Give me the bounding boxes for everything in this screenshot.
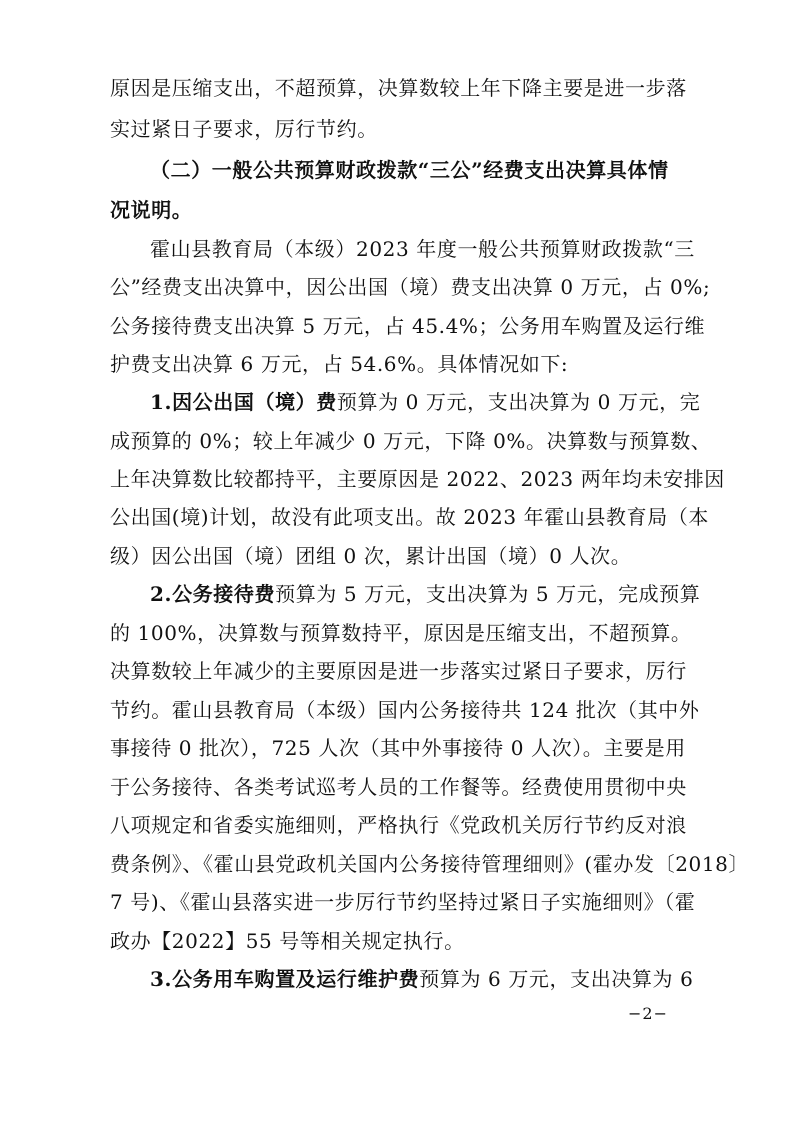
paragraph-line: 节约。霍山县教育局（本级）国内公务接待共 124 批次（其中外: [110, 698, 700, 722]
paragraph-line: 公务接待费支出决算 5 万元，占 45.4%；公务用车购置及运行维: [110, 314, 706, 338]
paragraph-line: 级）因公出国（境）团组 0 次，累计出国（境）0 人次。: [110, 544, 632, 568]
item-3-text: 预算为 6 万元，支出决算为 6: [419, 967, 694, 991]
paragraph-line: 的 100%，决算数与预算数持平，原因是压缩支出，不超预算。: [110, 621, 692, 645]
paragraph-line: 原因是压缩支出，不超预算，决算数较上年下降主要是进一步落: [110, 76, 687, 100]
item-2-title: 2.公务接待费: [150, 582, 276, 606]
paragraph-line: 上年决算数比较都持平，主要原因是 2022、2023 两年均未安排因: [110, 467, 725, 491]
paragraph-line: 公”经费支出决算中，因公出国（境）费支出决算 0 万元，占 0%;: [110, 275, 711, 299]
paragraph-line: 护费支出决算 6 万元，占 54.6%。具体情况如下:: [110, 352, 569, 376]
paragraph-line: 事接待 0 批次），725 人次（其中外事接待 0 人次）。主要是用: [110, 736, 686, 760]
item-1-text: 预算为 0 万元，支出决算为 0 万元，完: [336, 390, 701, 414]
paragraph-line: 霍山县教育局（本级）2023 年度一般公共预算财政拨款“三: [150, 237, 695, 261]
section-heading-cont: 况说明。: [110, 198, 193, 222]
item-3-line: [150, 966, 694, 992]
item-2-text: 预算为 5 万元，支出决算为 5 万元，完成预算: [275, 582, 701, 606]
paragraph-line: 决算数较上年减少的主要原因是进一步落实过紧日子要求，厉行: [110, 659, 687, 683]
item-1-line: [150, 389, 701, 415]
paragraph-line: 实过紧日子要求，厉行节约。: [110, 117, 378, 141]
paragraph-line: 费条例》、《霍山县党政机关国内公务接待管理细则》(霍办发〔2018〕: [110, 852, 750, 876]
page-number: −2−: [628, 1004, 668, 1023]
paragraph-line: 政办【2022】55 号等相关规定执行。: [110, 929, 465, 953]
item-1-title: 1.因公出国（境）费: [150, 390, 337, 414]
paragraph-line: 成预算的 0%；较上年减少 0 万元，下降 0%。决算数与预算数、: [110, 429, 712, 453]
section-heading: （二）一般公共预算财政拨款“三公”经费支出决算具体情: [150, 158, 669, 182]
item-3-title: 3.公务用车购置及运行维护费: [150, 967, 420, 991]
paragraph-line: 7 号)、《霍山县落实进一步厉行节约坚持过紧日子实施细则》（霍: [110, 890, 696, 914]
paragraph-line: 公出国(境)计划，故没有此项支出。故 2023 年霍山县教育局（本: [110, 505, 710, 529]
item-2-line: [150, 581, 701, 607]
paragraph-line: 八项规定和省委实施细则，严格执行《党政机关厉行节约反对浪: [110, 813, 687, 837]
paragraph-line: 于公务接待、各类考试巡考人员的工作餐等。经费使用贯彻中央: [110, 775, 687, 799]
